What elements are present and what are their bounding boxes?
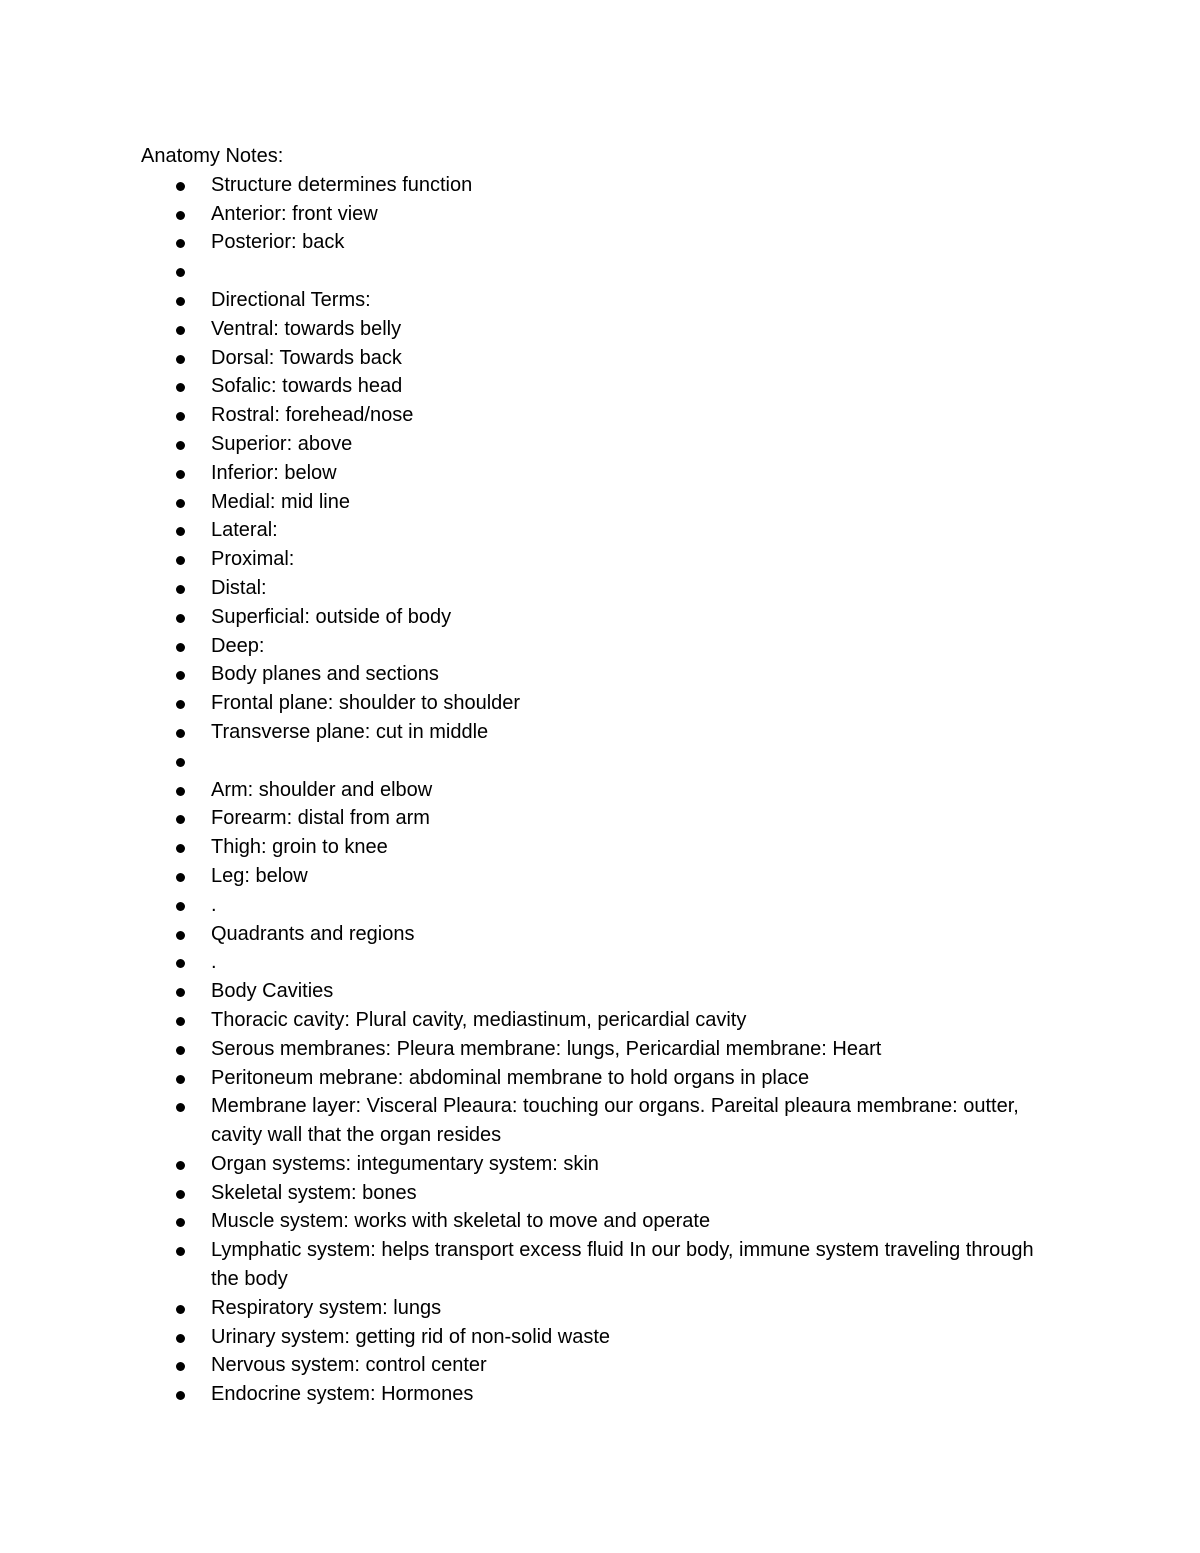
list-item bbox=[141, 948, 1041, 977]
list-item-text: Lateral: bbox=[211, 519, 278, 542]
bullet-icon bbox=[176, 815, 185, 824]
list-item-text: Transverse plane: cut in middle bbox=[211, 720, 489, 743]
bullet-icon bbox=[176, 988, 185, 997]
bullet-icon bbox=[176, 1161, 185, 1170]
bullet-icon bbox=[176, 182, 185, 191]
bullet-icon bbox=[176, 527, 185, 536]
list-item-text: Skeletal system: bones bbox=[211, 1181, 417, 1204]
bullet-icon bbox=[176, 1218, 185, 1227]
list-item-text: Leg: below bbox=[211, 864, 308, 887]
bullet-icon bbox=[176, 556, 185, 565]
list-item bbox=[141, 372, 1041, 401]
list-item-text: Directional Terms: bbox=[211, 288, 371, 311]
list-item-text: Ventral: towards belly bbox=[211, 317, 402, 340]
list-item bbox=[141, 833, 1041, 862]
bullet-icon bbox=[176, 959, 185, 968]
list-item-text: . bbox=[211, 893, 217, 916]
list-item-text: Thigh: groin to knee bbox=[211, 836, 388, 859]
list-item-text: Deep: bbox=[211, 634, 265, 657]
bullet-icon bbox=[176, 239, 185, 248]
list-item-text: Anterior: front view bbox=[211, 202, 378, 225]
list-item-text: Dorsal: Towards back bbox=[211, 346, 402, 369]
bullet-icon bbox=[176, 758, 185, 767]
document-body bbox=[141, 142, 1041, 1409]
list-item bbox=[141, 776, 1041, 805]
bullet-icon bbox=[176, 1247, 185, 1256]
bullet-icon bbox=[176, 787, 185, 796]
list-item bbox=[141, 1380, 1041, 1409]
list-item bbox=[141, 632, 1041, 661]
bullet-icon bbox=[176, 700, 185, 709]
list-item-text: Endocrine system: Hormones bbox=[211, 1383, 474, 1406]
list-item bbox=[141, 718, 1041, 747]
list-item bbox=[141, 1179, 1041, 1208]
list-item bbox=[141, 920, 1041, 949]
list-item-text: Rostral: forehead/nose bbox=[211, 404, 414, 427]
bullet-icon bbox=[176, 383, 185, 392]
list-item bbox=[141, 257, 1041, 286]
list-item bbox=[141, 401, 1041, 430]
bullet-icon bbox=[176, 1362, 185, 1371]
list-item-text: Organ systems: integumentary system: skin bbox=[211, 1152, 599, 1175]
list-item bbox=[141, 516, 1041, 545]
list-item bbox=[141, 1150, 1041, 1179]
bullet-icon bbox=[176, 297, 185, 306]
list-item bbox=[141, 1035, 1041, 1064]
list-item-text: Lymphatic system: helps transport excess fluid In our body, immune system traveling through the body bbox=[211, 1239, 1034, 1291]
list-item-text: Peritoneum mebrane: abdominal membrane to hold organs in place bbox=[211, 1066, 810, 1089]
list-item bbox=[141, 891, 1041, 920]
list-item bbox=[141, 1323, 1041, 1352]
list-item-text: . bbox=[211, 951, 217, 974]
bullet-icon bbox=[176, 441, 185, 450]
bullet-icon bbox=[176, 1103, 185, 1112]
bullet-icon bbox=[176, 671, 185, 680]
bullet-icon bbox=[176, 931, 185, 940]
bullet-icon bbox=[176, 1190, 185, 1199]
bullet-icon bbox=[176, 585, 185, 594]
list-item bbox=[141, 603, 1041, 632]
bullet-icon bbox=[176, 844, 185, 853]
bullet-icon bbox=[176, 902, 185, 911]
bullet-icon bbox=[176, 1046, 185, 1055]
list-item-text: Nervous system: control center bbox=[211, 1354, 487, 1377]
list-item-text: Medial: mid line bbox=[211, 490, 350, 513]
bullet-icon bbox=[176, 643, 185, 652]
list-item-text: Proximal: bbox=[211, 548, 295, 571]
list-item-text: Muscle system: works with skeletal to move and operate bbox=[211, 1210, 711, 1233]
list-item bbox=[141, 977, 1041, 1006]
bullet-icon bbox=[176, 326, 185, 335]
list-item bbox=[141, 171, 1041, 200]
list-item bbox=[141, 1294, 1041, 1323]
list-item-text: Serous membranes: Pleura membrane: lungs, Pericardial membrane: Heart bbox=[211, 1037, 882, 1060]
list-item-text: Superior: above bbox=[211, 432, 353, 455]
list-item-text: Superficial: outside of body bbox=[211, 605, 452, 628]
list-item-text: Body Cavities bbox=[211, 980, 334, 1003]
list-item bbox=[141, 747, 1041, 776]
bullet-icon bbox=[176, 211, 185, 220]
list-item bbox=[141, 1064, 1041, 1093]
list-item-text: Quadrants and regions bbox=[211, 922, 415, 945]
list-item bbox=[141, 862, 1041, 891]
list-item bbox=[141, 286, 1041, 315]
list-item-text: Frontal plane: shoulder to shoulder bbox=[211, 692, 521, 715]
list-item-text: Body planes and sections bbox=[211, 663, 439, 686]
bullet-icon bbox=[176, 1391, 185, 1400]
list-item bbox=[141, 344, 1041, 373]
bullet-icon bbox=[176, 412, 185, 421]
list-item bbox=[141, 1006, 1041, 1035]
list-item bbox=[141, 1207, 1041, 1236]
list-item bbox=[141, 689, 1041, 718]
bullet-icon bbox=[176, 1075, 185, 1084]
bullet-icon bbox=[176, 470, 185, 479]
list-item bbox=[141, 430, 1041, 459]
list-item-text: Posterior: back bbox=[211, 231, 345, 254]
list-item-text: Inferior: below bbox=[211, 461, 337, 484]
bullet-icon bbox=[176, 1334, 185, 1343]
list-item bbox=[141, 1236, 1041, 1294]
list-item-text: Sofalic: towards head bbox=[211, 375, 403, 398]
list-item bbox=[141, 804, 1041, 833]
list-item-text: Thoracic cavity: Plural cavity, mediastinum, pericardial cavity bbox=[211, 1008, 747, 1031]
bullet-icon bbox=[176, 268, 185, 277]
list-item bbox=[141, 545, 1041, 574]
list-item-text: Forearm: distal from arm bbox=[211, 807, 430, 830]
list-item bbox=[141, 200, 1041, 229]
bullet-icon bbox=[176, 355, 185, 364]
list-item bbox=[141, 1092, 1041, 1150]
list-item bbox=[141, 574, 1041, 603]
list-item-text: Respiratory system: lungs bbox=[211, 1296, 442, 1319]
list-item bbox=[141, 315, 1041, 344]
list-item-text: Distal: bbox=[211, 576, 267, 599]
bullet-icon bbox=[176, 729, 185, 738]
document-title: Anatomy Notes: bbox=[141, 145, 284, 167]
list-item bbox=[141, 459, 1041, 488]
bullet-icon bbox=[176, 1017, 185, 1026]
list-item bbox=[141, 1351, 1041, 1380]
list-item-text: Arm: shoulder and elbow bbox=[211, 778, 433, 801]
list-item-text: Structure determines function bbox=[211, 173, 473, 196]
bullet-icon bbox=[176, 499, 185, 508]
list-item bbox=[141, 488, 1041, 517]
list-item-text: Membrane layer: Visceral Pleaura: touching our organs. Pareital pleaura membrane: outter, cavity wall that the organ resides bbox=[211, 1095, 1019, 1147]
list-item bbox=[141, 660, 1041, 689]
bullet-icon bbox=[176, 1305, 185, 1314]
bullet-icon bbox=[176, 614, 185, 623]
list-item-text: Urinary system: getting rid of non-solid waste bbox=[211, 1325, 611, 1348]
notes-bullet-list bbox=[141, 171, 1041, 1409]
list-item bbox=[141, 228, 1041, 257]
bullet-icon bbox=[176, 873, 185, 882]
